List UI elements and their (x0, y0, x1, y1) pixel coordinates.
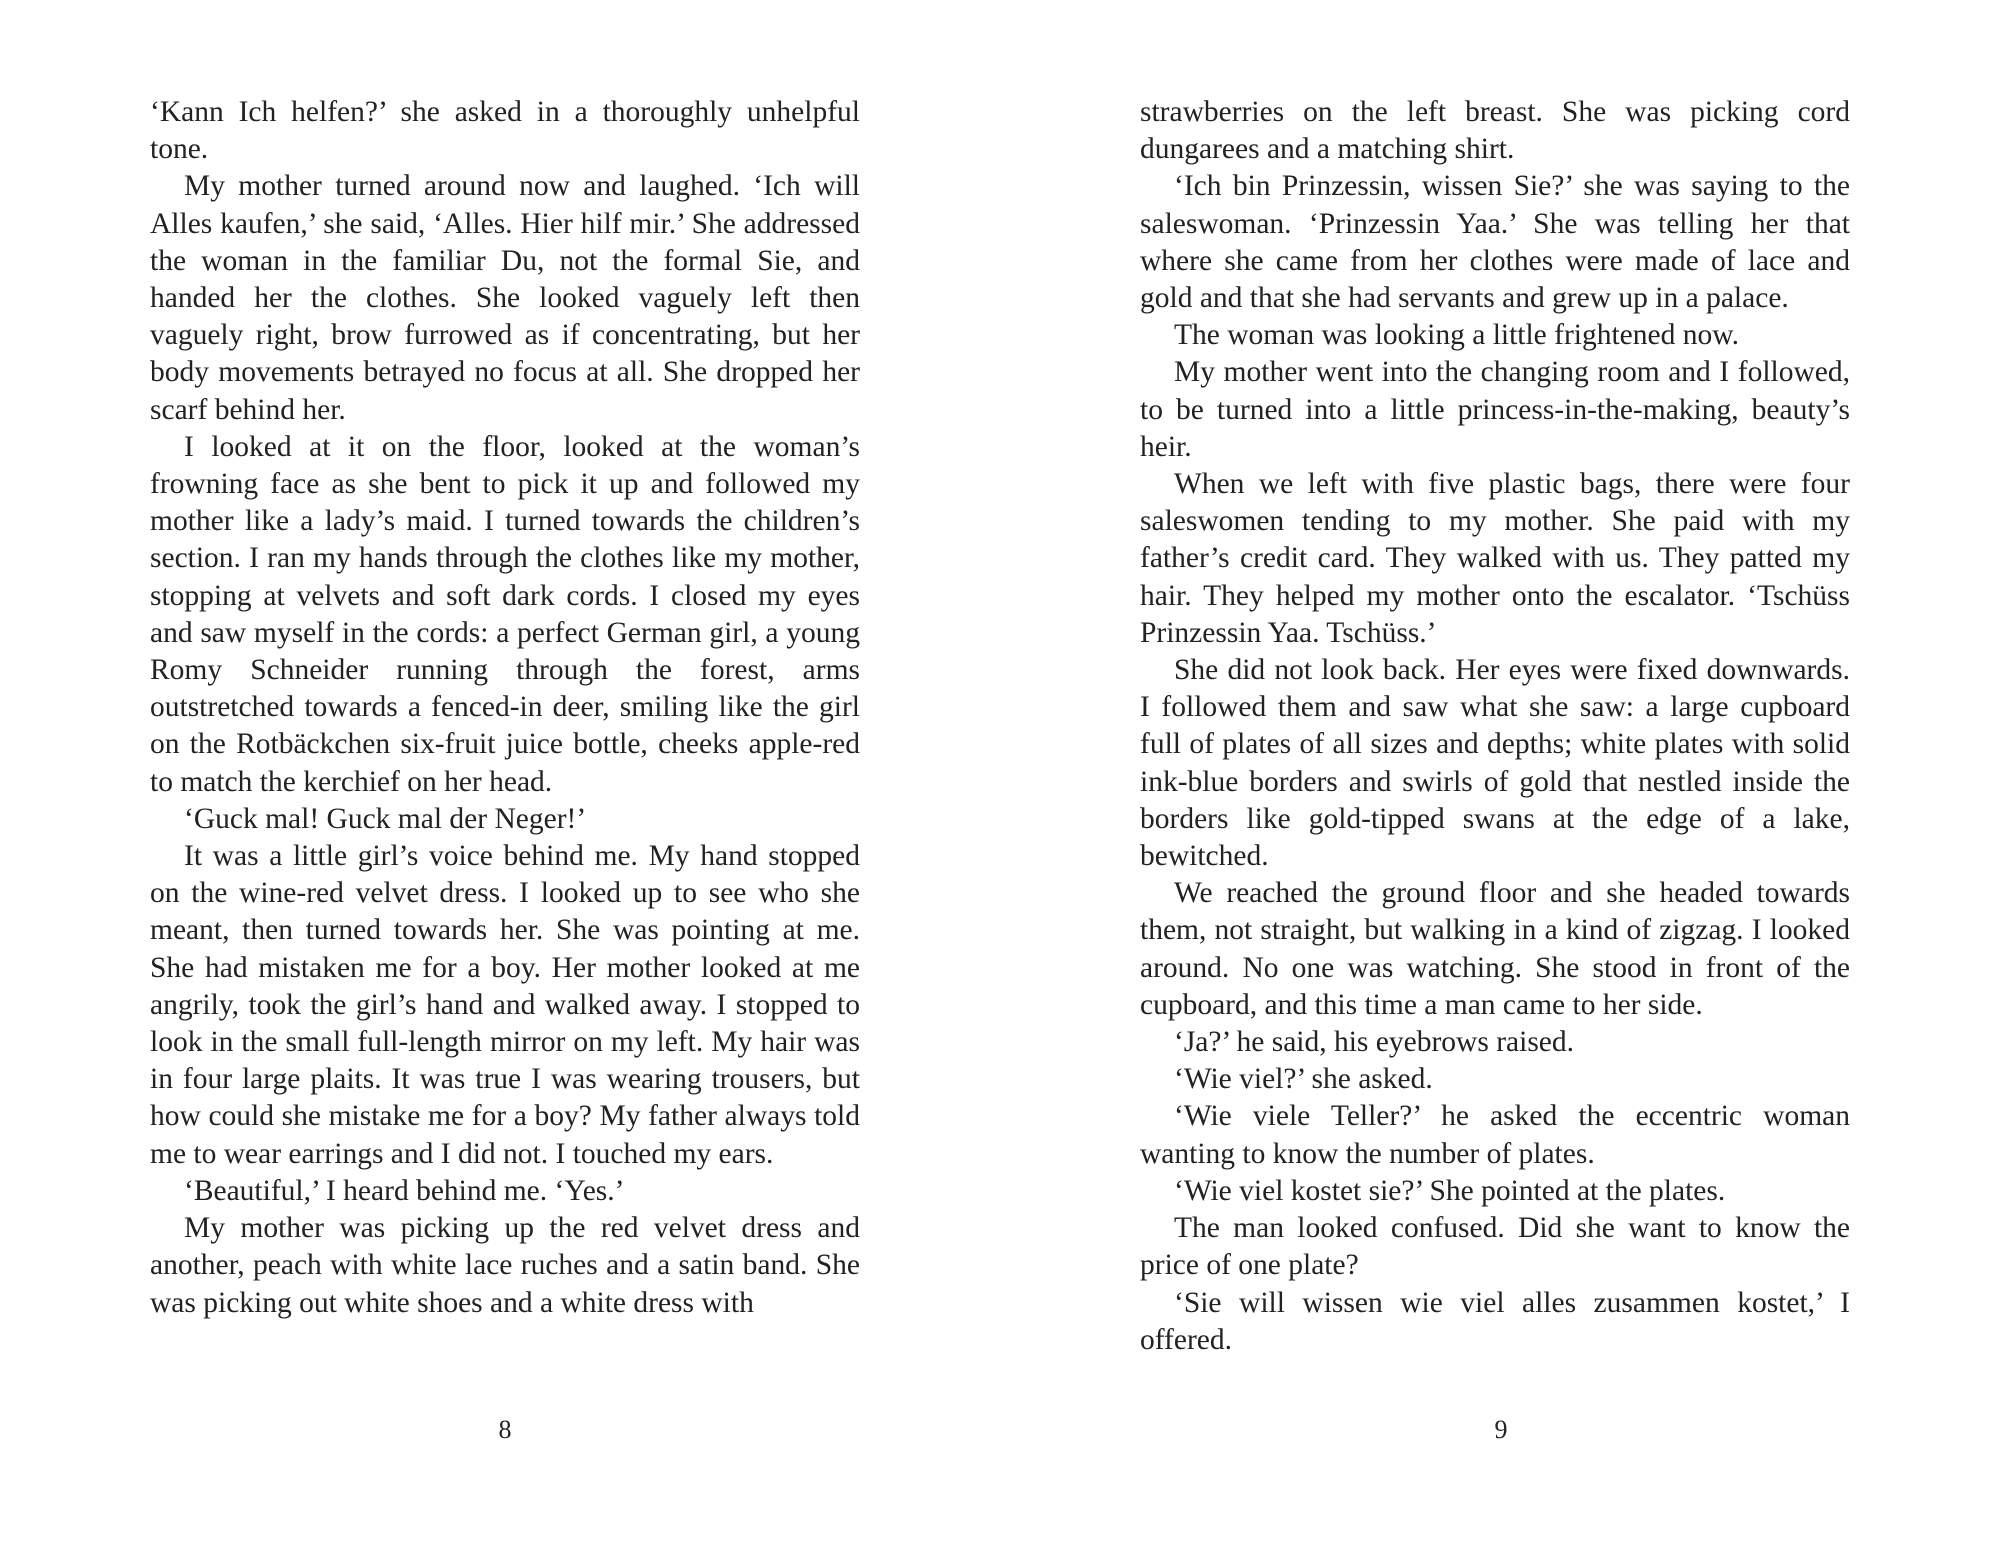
right-page (1000, 0, 2000, 1544)
paragraph: When we left with five plastic bags, there were four saleswomen tending to my mother. She paid with my father’s credit card. They walked with us. They patted my hair. They helped my mother onto the escalator. ‘Tschüss Prinzessin Yaa. Tschüss.’ (1140, 468, 1850, 649)
paragraph: The man looked confused. Did she want to know the price of one plate? (1140, 1212, 1850, 1282)
paragraph: The woman was looking a little frightened now. (1174, 319, 1740, 352)
paragraph: ‘Ja?’ he said, his eyebrows raised. (1174, 1026, 1575, 1059)
paragraph: ‘Guck mal! Guck mal der Neger!’ (184, 802, 587, 835)
paragraph: ‘Kann Ich helfen?’ she asked in a thoroughly unhelpful tone. (150, 96, 860, 166)
paragraph: My mother went into the changing room and I followed, to be turned into a little princess-in-the-making, beauty’s heir. (1140, 356, 1850, 463)
paragraph: strawberries on the left breast. She was picking cord dungarees and a matching shirt. (1140, 96, 1850, 166)
paragraph: ‘Wie viel?’ she asked. (1174, 1063, 1433, 1096)
left-page-text (150, 94, 860, 1322)
paragraph: ‘Sie will wissen wie viel alles zusammen kostet,’ I offered. (1140, 1286, 1850, 1356)
right-page-text (1140, 94, 1850, 1359)
paragraph: ‘Wie viele Teller?’ he asked the eccentric woman wanting to know the number of plates. (1140, 1100, 1850, 1170)
paragraph: My mother turned around now and laughed. ‘Ich will Alles kaufen,’ she said, ‘Alles. Hier hilf mir.’ She addressed the woman in the familiar Du, not the formal Sie, and handed her the clothes. She looked vaguely left then vaguely right, brow furrowed as if concentrating, but her body movements betrayed no focus at all. She dropped her scarf behind her. (150, 170, 860, 426)
paragraph: ‘Beautiful,’ I heard behind me. ‘Yes.’ (184, 1174, 625, 1207)
paragraph: She did not look back. Her eyes were fixed downwards. I followed them and saw what she saw: a large cupboard full of plates of all sizes and depths; white plates with solid ink-blue borders and swirls of gold that nestled inside the borders like gold-tipped swans at the edge of a lake, bewitched. (1140, 654, 1850, 873)
paragraph: We reached the ground floor and she headed towards them, not straight, but walking in a kind of zigzag. I looked around. No one was watching. She stood in front of the cupboard, and this time a man came to her side. (1140, 877, 1850, 1021)
page-number: 9 (1494, 1415, 1508, 1444)
page-number: 8 (498, 1415, 512, 1444)
paragraph: ‘Wie viel kostet sie?’ She pointed at the plates. (1174, 1174, 1726, 1207)
paragraph: It was a little girl’s voice behind me. My hand stopped on the wine-red velvet dress. I looked up to see who she meant, then turned towards her. She was pointing at me. She had mistaken me for a boy. Her mother looked at me angrily, took the girl’s hand and walked away. I stopped to look in the small full-length mirror on my left. My hair was in four large plaits. It was true I was wearing trousers, but how could she mistake me for a boy? My father always told me to wear earrings and I did not. I touched my ears. (150, 840, 860, 1170)
paragraph: My mother was picking up the red velvet dress and another, peach with white lace ruches and a satin band. She was picking out white shoes and a white dress with (150, 1212, 860, 1319)
paragraph: I looked at it on the floor, looked at the woman’s frowning face as she bent to pick it up and followed my mother like a lady’s maid. I turned towards the children’s section. I ran my hands through the clothes like my mother, stopping at velvets and soft dark cords. I closed my eyes and saw myself in the cords: a perfect German girl, a young Romy Schneider running through the forest, arms outstretched towards a fenced-in deer, smiling like the girl on the Rotbäckchen six-fruit juice bottle, cheeks apple-red to match the kerchief on her head. (150, 430, 860, 798)
paragraph: ‘Ich bin Prinzessin, wissen Sie?’ she was saying to the saleswoman. ‘Prinzessin Yaa.’ She was telling her that where she came from her clothes were made of lace and gold and that she had servants and grew up in a palace. (1140, 170, 1850, 315)
